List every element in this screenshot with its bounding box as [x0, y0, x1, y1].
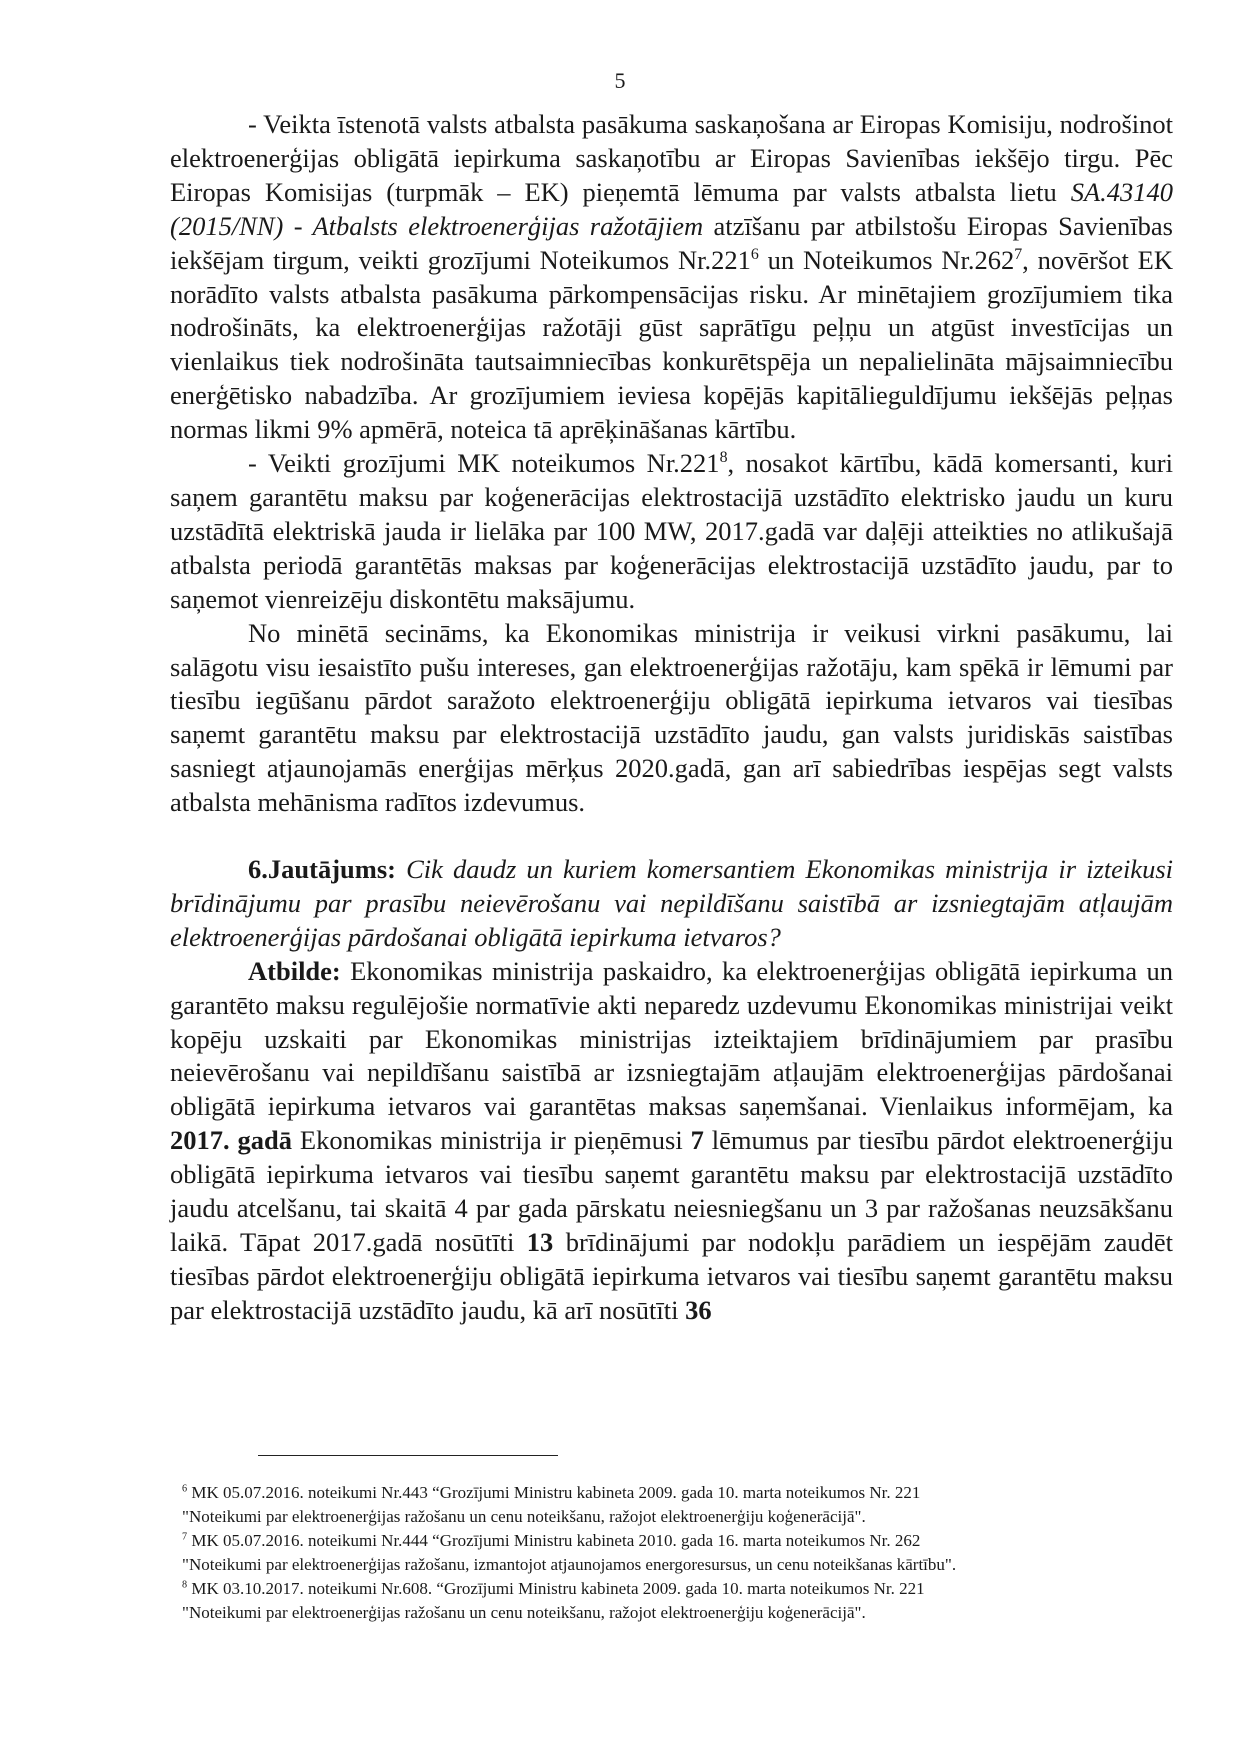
footnote-8: [182, 1577, 1174, 1625]
question-label: 6.Jautājums:: [248, 854, 396, 885]
footnote-text: MK 05.07.2016. noteikumi Nr.444 “Grozījumi Ministru kabineta 2010. gada 16. marta noteikumos Nr. 262: [187, 1531, 921, 1550]
question-text: Cik daudz un kuriem komersantiem Ekonomikas ministrija ir izteikusi brīdinājumu par prasību neievērošanu vai nepildīšanu saistībā ar izsniegtajām atļaujām elektroenerģijas pārdošanai obligātā iepirkuma ietvaros?: [170, 854, 1173, 952]
answer-text: Ekonomikas ministrija ir pieņēmusi: [292, 1125, 691, 1156]
answer-label: Atbilde:: [248, 955, 341, 986]
warnings-count: 13: [526, 1227, 554, 1257]
answer-year: 2017. gadā: [170, 1125, 292, 1156]
footnote-text: "Noteikumi par elektroenerģijas ražošanu, izmantojot atjaunojamos energoresursus, un cenu noteikšanas kārtību".: [182, 1555, 957, 1574]
footnote-6: [182, 1481, 1174, 1529]
case-title: SA.43140 (2015/NN) - Atbalsts elektroenerģijas ražotājiem: [170, 176, 1173, 241]
footnote-mark: 8: [182, 1579, 188, 1591]
paragraph-text: un Noteikumos Nr.262: [758, 244, 1015, 275]
footnote-mark: 7: [182, 1531, 188, 1543]
footnotes: [182, 1481, 1174, 1625]
document-body: [170, 108, 1173, 1328]
answer-paragraph: [170, 955, 1173, 1328]
footnote-ref-7[interactable]: 7: [1014, 245, 1023, 263]
footnote-text: "Noteikumi par elektroenerģijas ražošanu un cenu noteikšanu, ražojot elektroenerģiju koģenerācijā".: [182, 1507, 866, 1526]
paragraph-eu-alignment: [170, 108, 1173, 447]
answer-text: brīdinājumi par nodokļu parādiem un iespējām zaudēt tiesības pārdot elektroenerģiju obligātā iepirkuma ietvaros vai tiesību saņemt garantētu maksu par elektrostacijā uzstādīto jaudu, kā arī nosūtīti: [170, 1227, 1173, 1325]
paragraph-text: , novēršot EK norādīto valsts atbalsta pasākuma pārkompensācijas risku. Ar minētajiem grozījumiem tika nodrošināts, ka elektroenerģijas ražotāji gūst saprātīgu peļņu un atgūst investīcijas un vienlaikus tiek nodrošināta tautsaimniecības konkurētspēja un nepalielināta mājsaimniecību enerģētisko nabadzība. Ar grozījumiem ieviesa kopējās kapitālieguldījumu iekšējās peļņas normas likmi 9% apmērā, noteica tā aprēķināšanas kārtību.: [170, 244, 1173, 445]
decisions-count: 7: [690, 1125, 704, 1156]
paragraph-text: , nosakot kārtību, kādā komersanti, kuri saņem garantētu maksu par koģenerācijas elektrostacijā uzstādīto elektrisko jaudu un kuru uzstādītā elektriskā jauda ir lielāka par 100 MW, 2017.gadā var daļēji atteikties no atlikušajā atbalsta periodā garantētās maksas par koģenerācijas elektrostacijā uzstādīto jaudu, par to saņemot vienreizēju diskontētu maksājumu.: [170, 448, 1173, 614]
answer-text: Ekonomikas ministrija paskaidro, ka elektroenerģijas obligātā iepirkuma un garantēto maksu regulējošie normatīvie akti neparedz uzdevumu Ekonomikas ministrijai veikt kopēju uzskaiti par Ekonomikas ministrijas izteiktajiem brīdinājumiem par prasību neievērošanu vai nepildīšanu saistībā ar izsniegtajām atļaujām elektroenerģijas pārdošanai obligātā iepirkuma ietvaros vai garantētas maksas saņemšanai. Vienlaikus informējam, ka: [170, 955, 1173, 1122]
footnote-text: "Noteikumi par elektroenerģijas ražošanu un cenu noteikšanu, ražojot elektroenerģiju koģenerācijā".: [182, 1603, 866, 1622]
page-number: 5: [614, 68, 626, 93]
answer-text: lēmumus par tiesību pārdot elektroenerģiju obligātā iepirkuma ietvaros vai tiesību saņemt garantētu maksu par elektrostacijā uzstādīto jaudu atcelšanu, tai skaitā 4 par gada pārskatu neiesniegšanu un 3 par ražošanas neuzsākšanu laikā. Tāpat 2017.gadā nosūtīti: [170, 1125, 1173, 1257]
paragraph-text: - Veikta īstenotā valsts atbalsta pasākuma saskaņošana ar Eiropas Komisiju, nodrošinot elektroenerģijas obligātā iepirkuma saskaņotību ar Eiropas Savienības iekšējo tirgu. Pēc Eiropas Komisijas (turpmāk – EK) pieņemtā lēmuma par valsts atbalsta lietu: [170, 109, 1173, 207]
paragraph-conclusion: No minētā secināms, ka Ekonomikas ministrija ir veikusi virkni pasākumu, lai salāgotu visu iesaistīto pušu intereses, gan elektroenerģijas ražotāju, kam spēkā ir lēmumi par tiesību iegūšanu pārdot saražoto elektroenerģiju obligātā iepirkuma ietvaros vai tiesības saņemt garantētu maksu par elektrostacijā uzstādīto jaudu, gan valsts juridiskās saistības sasniegt atjaunojamās enerģijas mērķus 2020.gadā, gan arī sabiedrības iespējas segt valsts atbalsta mehānisma radītos izdevumus.: [170, 617, 1173, 818]
footnote-ref-8[interactable]: 8: [719, 449, 728, 467]
paragraph-regulation-amendments: [170, 447, 1173, 617]
paragraph-text: - Veikti grozījumi MK noteikumos Nr.221: [248, 448, 720, 479]
paragraph-text: atzīšanu par atbilstošu Eiropas Savienības iekšējam tirgum, veikti grozījumi Noteikumos Nr.221: [170, 210, 1173, 275]
footnote-7: [182, 1529, 1174, 1577]
footnote-separator: [258, 1455, 558, 1456]
footnote-text: MK 03.10.2017. noteikumi Nr.608. “Grozījumi Ministru kabineta 2009. gada 10. marta noteikumos Nr. 221: [187, 1579, 925, 1598]
footnote-ref-6[interactable]: 6: [750, 245, 759, 263]
notices-count: 36: [685, 1294, 712, 1325]
footnote-text: MK 05.07.2016. noteikumi Nr.443 “Grozījumi Ministru kabineta 2009. gada 10. marta noteikumos Nr. 221: [187, 1483, 921, 1502]
footnote-mark: 6: [182, 1483, 188, 1495]
question-paragraph: [170, 853, 1173, 955]
